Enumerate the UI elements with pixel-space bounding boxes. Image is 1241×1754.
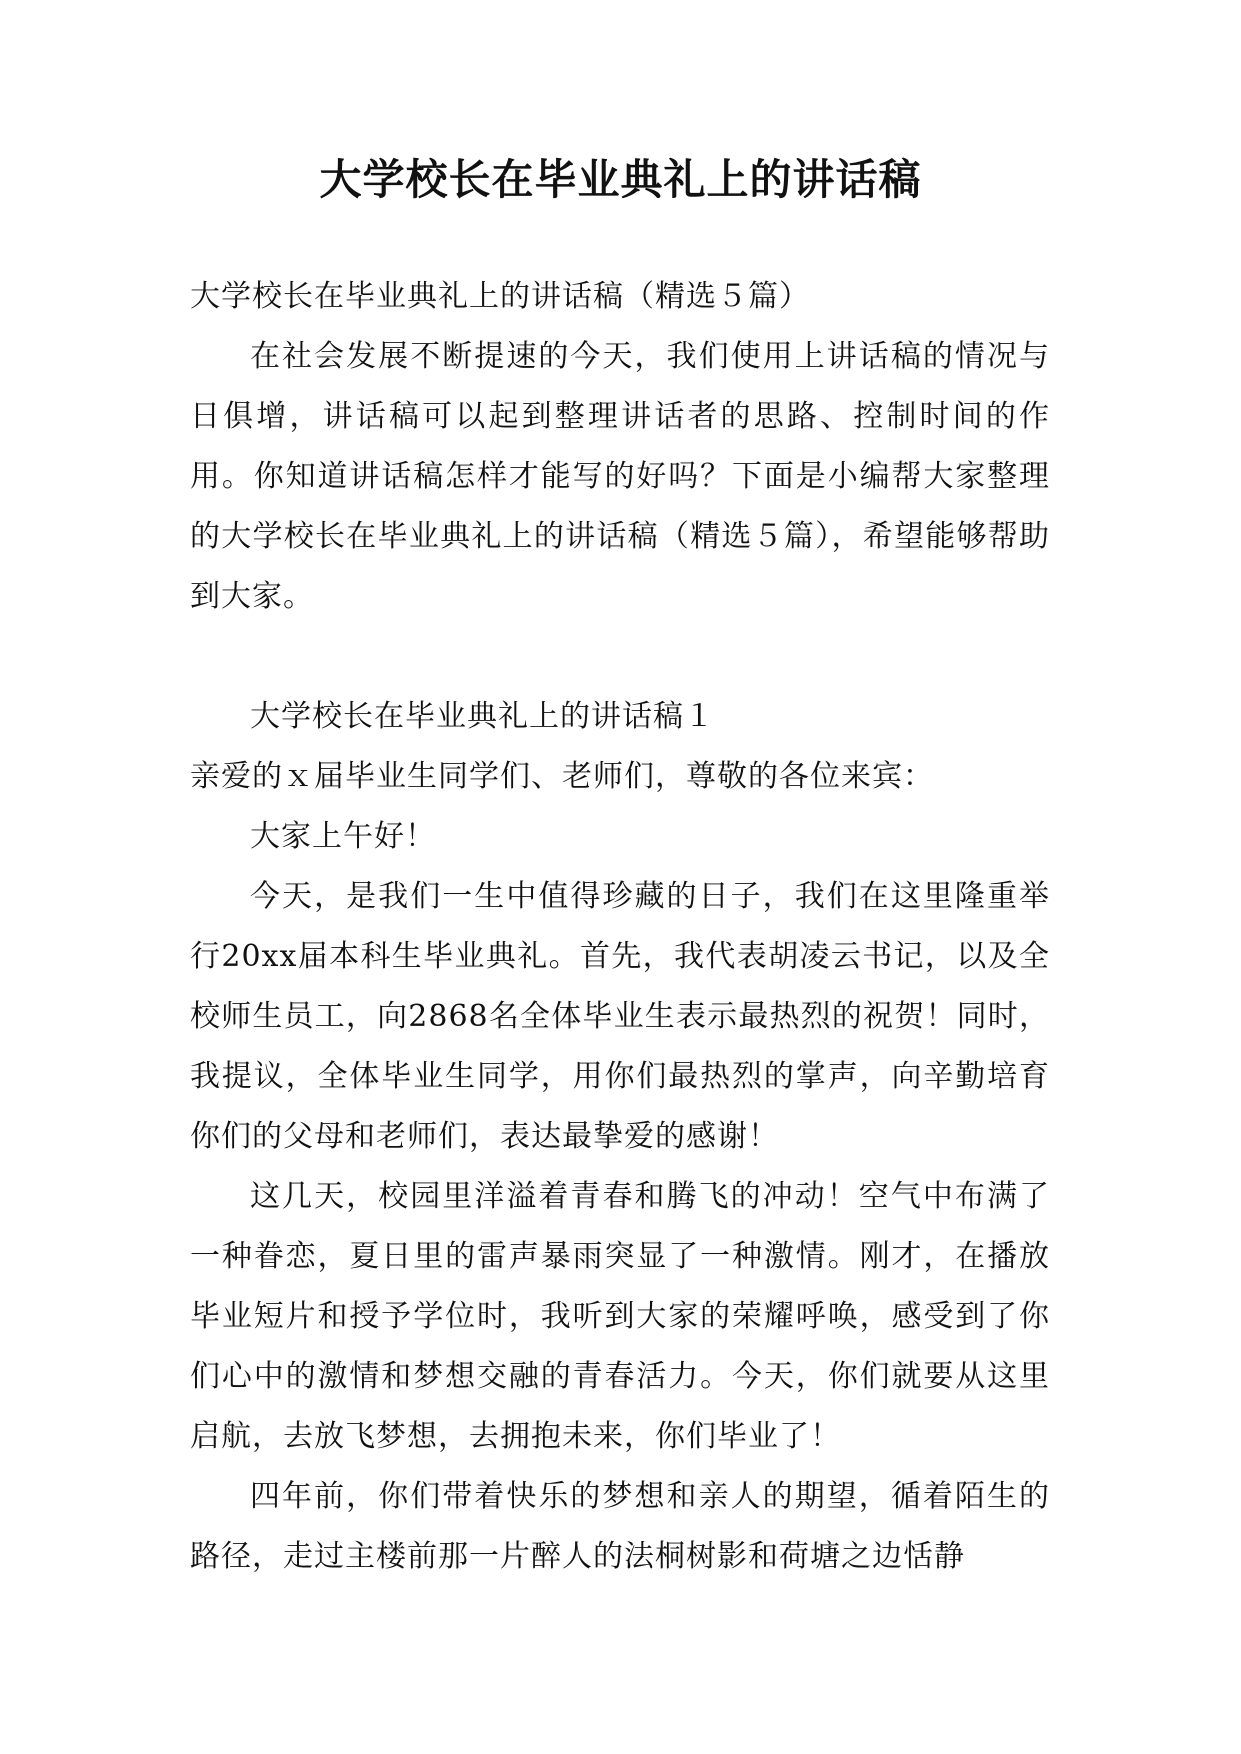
intro-paragraph: 在社会发展不断提速的今天，我们使用上讲话稿的情况与日俱增，讲话稿可以起到整理讲话者的思路、控制时间的作用。你知道讲话稿怎样才能写的好吗？下面是小编帮大家整理的大学校长在毕业典礼上的讲话稿（精选５篇），希望能够帮助到大家。 xyxy=(190,339,1050,614)
paragraph-spacer xyxy=(190,627,1050,687)
document-body xyxy=(190,267,1050,1587)
body-paragraph: 今天，是我们一生中值得珍藏的日子，我们在这里隆重举行20xx届本科生毕业典礼。首先，我代表胡凌云书记，以及全校师生员工，向2868名全体毕业生表示最热烈的祝贺！同时，我提议，全体毕业生同学，用你们最热烈的掌声，向辛勤培育你们的父母和老师们，表达最挚爱的感谢！ xyxy=(190,879,1050,1154)
section-heading: 大学校长在毕业典礼上的讲话稿１ xyxy=(250,699,715,734)
document-title: 大学校长在毕业典礼上的讲话稿 xyxy=(319,155,922,204)
body-paragraph: 四年前，你们带着快乐的梦想和亲人的期望，循着陌生的路径，走过主楼前那一片醉人的法桐树影和荷塘之边恬静 xyxy=(190,1479,1050,1574)
body-paragraph: 这几天，校园里洋溢着青春和腾飞的冲动！空气中布满了一种眷恋，夏日里的雷声暴雨突显了一种激情。刚才，在播放毕业短片和授予学位时，我听到大家的荣耀呼唤，感受到了你们心中的激情和梦想交融的青春活力。今天，你们就要从这里启航，去放飞梦想，去拥抱未来，你们毕业了！ xyxy=(190,1179,1050,1454)
salutation: 亲爱的ｘ届毕业生同学们、老师们，尊敬的各位来宾： xyxy=(190,759,934,794)
document-subtitle: 大学校长在毕业典礼上的讲话稿（精选５篇） xyxy=(190,279,810,314)
greeting: 大家上午好！ xyxy=(250,819,436,854)
